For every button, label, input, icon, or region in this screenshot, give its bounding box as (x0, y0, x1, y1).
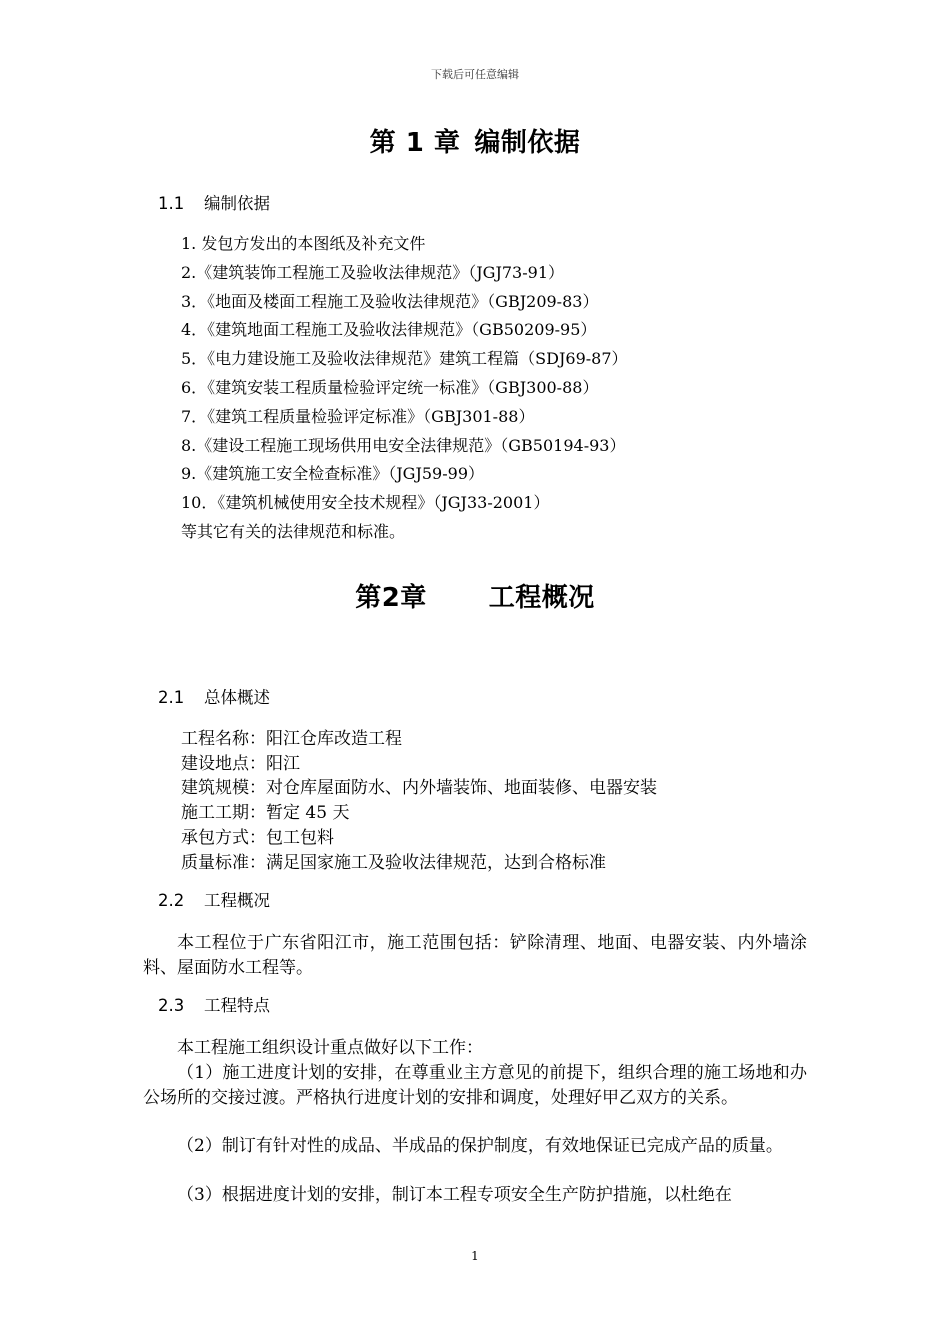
section-2-2-title: 工程概况 (204, 891, 270, 910)
overview-block (181, 727, 657, 875)
chapter-1-number: 第 1 章 (369, 128, 461, 158)
reference-item: 10．《建筑机械使用安全技术规程》（JGJ33-2001） (181, 493, 550, 513)
reference-item: 7．《建筑工程质量检验评定标准》（GBJ301-88） (181, 406, 535, 426)
chapter-1-title (0, 122, 950, 159)
section-2-1-heading (158, 684, 270, 708)
reference-item: 4．《建筑地面工程施工及验收法律规范》（GB50209-95） (181, 320, 597, 340)
reference-item: 5．《电力建设施工及验收法律规范》建筑工程篇（SDJ69-87） (181, 349, 628, 369)
section-2-3-item-3: （3）根据进度计划的安排，制订本工程专项安全生产防护措施，以杜绝在 (177, 1185, 732, 1205)
section-2-3-item-2: （2）制订有针对性的成品、半成品的保护制度，有效地保证已完成产品的质量。 (177, 1136, 783, 1156)
reference-item: 1. 发包方发出的本图纸及补充文件 (181, 234, 426, 253)
section-2-3-intro: 本工程施工组织设计重点做好以下工作： (177, 1038, 483, 1058)
reference-item: 6．《建筑安装工程质量检验评定统一标准》（GBJ300-88） (181, 377, 599, 397)
section-1-1-number: 1.1 (158, 194, 185, 213)
overview-line: 建设地点：阳江 (181, 753, 300, 774)
section-1-1-title: 编制依据 (204, 194, 270, 213)
chapter-2-number: 第2章 (355, 583, 427, 613)
reference-item: 等其它有关的法律规范和标准。 (181, 521, 406, 541)
overview-line: 承包方式：包工包料 (181, 827, 334, 848)
overview-line: 施工工期：暂定 45 天 (181, 803, 350, 824)
overview-line: 建筑规模：对仓库屋面防水、内外墙装饰、地面装修、电器安装 (181, 778, 657, 799)
section-2-1-title: 总体概述 (204, 688, 270, 707)
reference-item: 9.《建筑施工安全检查标准》（JGJ59-99） (181, 464, 485, 484)
chapter-2-text: 工程概况 (488, 583, 595, 613)
reference-item: 8.《建设工程施工现场供用电安全法律规范》（GB50194-93） (181, 435, 626, 455)
chapter-2-title (0, 577, 950, 614)
header-note: 下载后可任意编辑 (431, 68, 519, 81)
section-2-2-heading (158, 887, 270, 911)
section-2-2-paragraph: 本工程位于广东省阳江市，施工范围包括：铲除清理、地面、电器安装、内外墙涂料、屋面防水工程等。 (143, 933, 807, 978)
reference-item: 2.《建筑装饰工程施工及验收法律规范》（JGJ73-91） (181, 262, 565, 282)
section-2-1-number: 2.1 (158, 688, 185, 707)
section-2-3-number: 2.3 (158, 996, 185, 1015)
reference-list (181, 230, 628, 547)
chapter-1-text: 编制依据 (474, 128, 581, 158)
section-2-3-heading (158, 992, 270, 1016)
section-2-2-number: 2.2 (158, 891, 185, 910)
overview-line: 工程名称：阳江仓库改造工程 (181, 729, 402, 749)
section-2-3-item-1: （1）施工进度计划的安排，在尊重业主方意见的前提下，组织合理的施工场地和办公场所的交接过渡。严格执行进度计划的安排和调度，处理好甲乙双方的关系。 (143, 1063, 807, 1108)
reference-item: 3．《地面及楼面工程施工及验收法律规范》（GBJ209-83） (181, 291, 599, 311)
section-2-3-title: 工程特点 (204, 996, 270, 1015)
page-number: 1 (471, 1249, 479, 1263)
overview-line: 质量标准：满足国家施工及验收法律规范，达到合格标准 (181, 852, 606, 873)
section-1-1-heading (158, 190, 270, 214)
